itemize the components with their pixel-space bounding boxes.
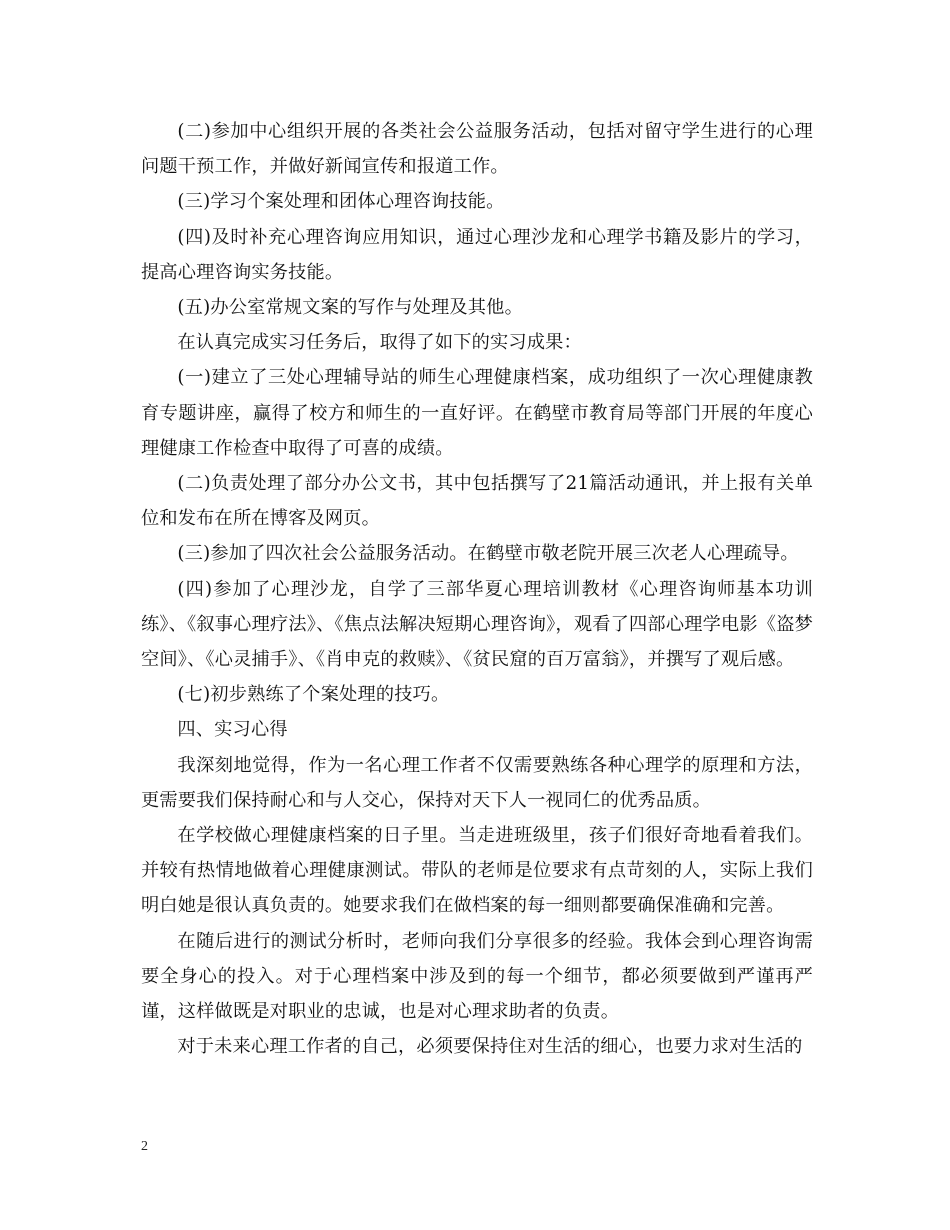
paragraph: (一)建立了三处心理辅导站的师生心理健康档案，成功组织了一次心理健康教育专题讲座，赢得了校方和师生的一直好评。在鹤壁市教育局等部门开展的年度心理健康工作检查中取得了可喜的成绩。 (141, 367, 813, 459)
body-text (141, 114, 813, 1064)
paragraph: (二)负责处理了部分办公文书，其中包括撰写了21篇活动通讯，并上报有关单位和发布在所在博客及网页。 (141, 473, 813, 530)
paragraph: (三)参加了四次社会公益服务活动。在鹤壁市敬老院开展三次老人心理疏导。 (177, 543, 799, 565)
paragraph: (三)学习个案处理和团体心理咨询技能。 (177, 191, 505, 213)
paragraph: 对于未来心理工作者的自己，必须要保持住对生活的细心，也要力求对生活的 (177, 1036, 803, 1058)
section-heading: 四、实习心得 (177, 719, 288, 741)
paragraph: (五)办公室常规文案的写作与处理及其他。 (177, 297, 523, 319)
paragraph: 在随后进行的测试分析时，老师向我们分享很多的经验。我体会到心理咨询需要全身心的投入。对于心理档案中涉及到的每一个细节，都必须要做到严谨再严谨，这样做既是对职业的忠诚，也是对心理求助者的负责。 (141, 930, 813, 1023)
page-number: 2 (141, 1139, 148, 1154)
paragraph: (二)参加中心组织开展的各类社会公益服务活动，包括对留守学生进行的心理问题干预工作，并做好新闻宣传和报道工作。 (141, 121, 813, 178)
paragraph: 在学校做心理健康档案的日子里。当走进班级里，孩子们很好奇地看着我们。并较有热情地做着心理健康测试。带队的老师是位要求有点苛刻的人，实际上我们明白她是很认真负责的。她要求我们在做档案的每一细则都要确保准确和完善。 (141, 825, 813, 917)
paragraph: 我深刻地觉得，作为一名心理工作者不仅需要熟练各种心理学的原理和方法，更需要我们保持耐心和与人交心，保持对天下人一视同仁的优秀品质。 (141, 754, 813, 811)
paragraph: (七)初步熟练了个案处理的技巧。 (177, 684, 450, 706)
paragraph: 在认真完成实习任务后，取得了如下的实习成果： (177, 332, 582, 354)
paragraph: (四)及时补充心理咨询应用知识，通过心理沙龙和心理学书籍及影片的学习，提高心理咨询实务技能。 (141, 226, 813, 283)
paragraph: (四)参加了心理沙龙，自学了三部华夏心理培训教材《心理咨询师基本功训练》、《叙事心理疗法》、《焦点法解决短期心理咨询》，观看了四部心理学电影《盗梦空间》、《心灵捕手》、《肖申克的救赎》、《贫民窟的百万富翁》，并撰写了观后感。 (141, 578, 813, 671)
